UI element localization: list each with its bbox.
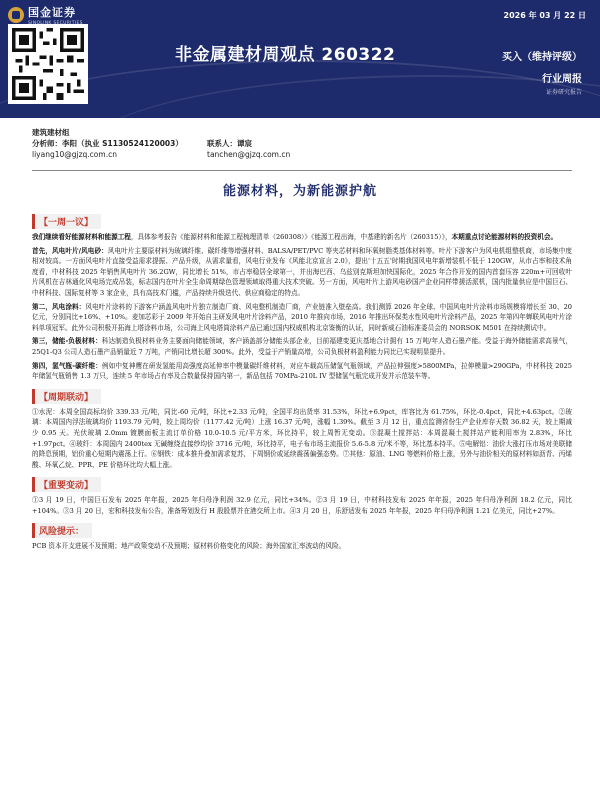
paragraph-risk: PCB 资本开支进展不及预期；地产政策变动不及预期；原材料价格变化的风险；海外国家汇率波动的风险。 xyxy=(32,542,346,551)
intro-bold: 我们继续看好能源材料和能源工程 xyxy=(32,233,131,241)
section-title-cycle: 【周期联动】 xyxy=(32,389,101,404)
paragraph-text: 风电叶片主要原材料为玻璃纤维、碳纤维等增强材料、BALSA/PET/PVC 等夹芯材料和环氧树脂类基体材料等。叶片下游客户为风电机组整机商，市场集中度相对较高。一方面风电叶片直接受益需求提振、产品升级，从需求量看，风电行业发布《风能北京宣言 2.0》，提出'十五五'时期我国风电年新增装机不低于 120GW，从市占率和技术角度看，中材科技 2025 年销售风电叶片 36.2GW，同比增长 51%，市占率稳居全球第一，并出海巴西、乌兹别克斯坦加快国际化，2025 年合作开发的国内首套压容 220m+可回收叶片风机在吉林通化风电场完成吊装，标志国内在叶片全生命周期绿色管理领域取得重大技术突破。另一方面，风电叶片上游风电砂国产企业同样带援活派机，国内批量供应是中国巨石、中材科技、国际复材等 3 家企业，具有高技术门槛，产品持续升级迭代、供应商稳定的特点。 xyxy=(32,246,572,297)
paragraph-text: 例如中复神鹰在研发氢能用高强度高延伸率中模量碳纤维材料，对应车载高压储氢气瓶领域，产品拉伸强度>5800MPa，拉伸模量>290GPa，中材科技 2025 年储氢气瓶销售 1.3 万只，连续 5 年市场占有率及合数量保持国内第一，新品包括 70MPa-210L IV 型储氢气瓶完成开发并示范装车等。 xyxy=(32,361,572,381)
report-body xyxy=(32,210,572,555)
section-title-weekly-topic: 【一周一议】 xyxy=(32,214,101,229)
paragraph-anode xyxy=(32,336,572,357)
report-date: 2026 年 03 月 22 日 xyxy=(503,11,586,20)
analyst-name: 分析师：李阳（执业 S1130524120003） xyxy=(32,139,183,148)
author-info xyxy=(32,127,572,160)
author-row xyxy=(32,138,572,149)
intro-bold-2: 本期重点讨论能源材料的投资机会。 xyxy=(451,233,558,241)
brand-logo xyxy=(8,4,83,26)
rating-label: 买入（维持评级） xyxy=(502,52,582,63)
report-subtitle: 证券研究报告 xyxy=(545,89,582,96)
paragraph-lead: 第三，储能-负极材料： xyxy=(32,337,102,346)
industry-group: 建筑建材组 xyxy=(32,128,70,137)
paragraph-lead: 第二，风电涂料： xyxy=(32,302,86,311)
section-title-changes: 【重要变动】 xyxy=(32,477,101,492)
paragraph-changes: ①3 月 19 日，中国巨石发布 2025 年年报，2025 年归母净利润 32.9 亿元，同比+34%。②3 月 19 日，中材科技发布 2025 年年报，2025 年归母净利润 18.2 亿元，同比+104%。③3 月 20 日，宏和科技发布公告，准备筹划发行 H 股股票并在港交所上市。④3 月 20 日，乐舒适发布 2025 年年报，2025 年归母净利润 1.21 亿美元，同比+27%。 xyxy=(32,496,572,515)
report-title: 非金属建材周观点 260322 xyxy=(175,45,396,65)
brand-name: 国金证券 xyxy=(28,6,76,19)
report-header xyxy=(0,0,600,118)
intro-text: ，具体参考报告《能源材料和能源工程梳理清单（260308）》《能源工程出海，中基建的新名片（260315）》， xyxy=(130,233,452,241)
divider xyxy=(32,170,572,171)
analyst-email[interactable]: liyang10@gjzq.com.cn xyxy=(32,150,117,159)
paragraph-text: 科达制造负极材料业务主要面向储能领域，客户涵盖部分储能头部企业，目前福建变更庆基地合计拥有 15 万吨/年人造石墨产能。受益于海外储能需求高景气，25Q1-Q3 公司人造石墨产品销量近 7 万吨，产销同比增长超 300%。此外，受益于产销量高增，公司负极材料盈利能力同比已实现明显提升。 xyxy=(32,337,572,356)
paragraph-lead: 第四，氢气瓶-碳纤维： xyxy=(32,361,102,370)
contact-email[interactable]: tanchen@gjzq.com.cn xyxy=(207,150,291,159)
paragraph-cycle: ①水泥：本周全国高标均价 339.33 元/吨，同比-60 元/吨，环比+2.33 元/吨，全国平均出货率 31.53%，环比+6.9pct，库容比为 61.75%，环比-0.4pct，同比+4.63pct。②玻璃：本周国内浮法玻璃均价 1193.79 元/吨，较上周均价（1177.42 元/吨）上涨 16.37 元/吨，涨幅 1.39%。截至 3 月 12 日，重点监测省份生产企业库存天数 36.82 天，较上期减少 0.95 天。光伏玻璃 2.0mm 镀膜面板主流订单价格 10.0-10.5 元/平方米，环比持平，较上周暂无变动。③混凝土搅拌站：本周混凝土搅拌站产能利用率为 2.83%，环比+1.97pct。④玻纤：本周国内 2400tex 无碱缠绕直接纱均价 3716 元/吨，环比持平，电子布市场主流报价 5.6-5.8 元/米不等，环比基本持平。⑤电解铝：油价大涨打压市场对美联储的降息预期，铝价重心短期内震荡上行。⑥钢铁：成本推升叠加需求复苏，下周钢价或延续震荡偏强态势。⑦其他：原油、LNG 等燃料价格上涨，另外与油价相关的原材料如沥青、丙烯酸、环氧乙烷、PPR、PE 价格环比均大幅上涨。 xyxy=(32,407,572,469)
paragraph-hydrogen xyxy=(32,361,572,382)
section-title-risk: 风险提示： xyxy=(32,523,92,538)
intro-paragraph xyxy=(32,232,572,243)
brand-mark-icon xyxy=(8,7,24,23)
email-row xyxy=(32,149,572,160)
paragraph-text: 风电叶片涂料的下游客户涵盖风电叶片独立制造厂商、风电整机制造厂商，产业链准入壁垒高。我们测算 2026 年全球、中国风电叶片涂料市场规模将增长至 30、20 亿元，分别同比+16%、+10%。麦加芯彩于 2009 年开始自主研发风电叶片涂料产品，2010 年推向市场，2016 年推出环保类水性风电叶片涂料产品，2025 年第四年蝉联风电叶片涂料单项冠军。此外公司积极开拓海上塔涂料市场，公司海上风电塔筒涂料产品已通过国内权威机构北京鉴衡的认证，同时新威石油标准委员会的 NORSOK M501 在持续测试中。 xyxy=(32,302,572,332)
paragraph-wind-coating xyxy=(32,302,572,334)
paragraph-lead: 首先，风电叶片/风电砂： xyxy=(32,246,108,255)
report-headline: 能源材料，为新能源护航 xyxy=(222,184,377,199)
report-type: 行业周报 xyxy=(542,74,582,85)
contact-name: 联系人：谭宸 xyxy=(207,139,252,148)
qr-code-icon xyxy=(8,24,88,104)
paragraph-wind-blade xyxy=(32,246,572,299)
